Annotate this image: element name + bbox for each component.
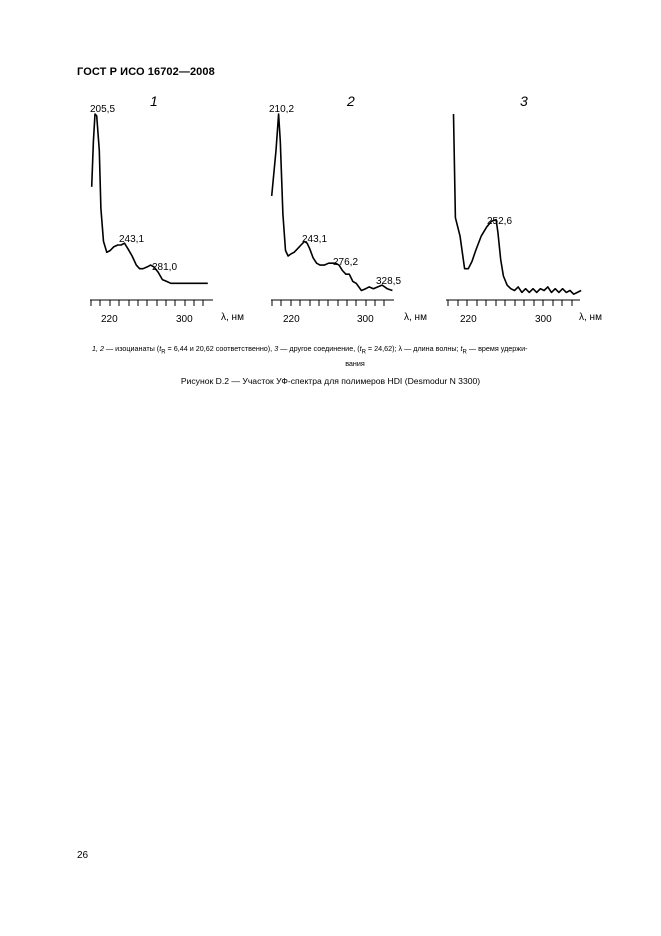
tick-label-300-2: 300 [357, 314, 374, 325]
legend-text-retention: — время удержи- [466, 344, 528, 353]
legend-curve-number-3: 3 [274, 344, 279, 353]
panel-number-2: 2 [347, 93, 355, 109]
tick-label-220-1: 220 [101, 314, 118, 325]
axis-label-2: λ, нм [404, 312, 427, 323]
panel-number-3: 3 [520, 93, 528, 109]
spectrum-panel-1 [90, 93, 244, 325]
legend-tr-subscript: R [161, 349, 166, 356]
figure-caption: Рисунок D.2 — Участок УФ-спектра для полимеров HDI (Desmodur N 3300) [180, 376, 481, 386]
legend-curve-numbers-1-2: 1, 2 [92, 344, 104, 353]
axis-label-1: λ, нм [221, 312, 244, 323]
x-axis-ticks-1 [91, 300, 203, 306]
spectrum-panel-3 [446, 93, 602, 325]
axis-label-3: λ, нм [579, 312, 602, 323]
peak-label-2d: 328,5 [376, 276, 402, 287]
peak-label-2a: 210,2 [269, 104, 295, 115]
tick-label-220-2: 220 [283, 314, 300, 325]
figure-legend [92, 343, 618, 369]
peak-label-2b: 243,1 [302, 234, 328, 245]
legend-tr-subscript-3: R [462, 349, 467, 356]
spectrum-curve-1 [92, 114, 208, 283]
page-number: 26 [77, 850, 89, 861]
panel-number-1: 1 [150, 93, 158, 109]
tick-label-300-3: 300 [535, 314, 552, 325]
legend-tr-symbol-2: t [359, 344, 362, 353]
peak-label-3a: 252,6 [487, 216, 513, 227]
document-header: ГОСТ Р ИСО 16702—2008 [77, 66, 215, 78]
peak-label-1b: 243,1 [119, 234, 145, 245]
peak-label-1c: 281,0 [152, 262, 178, 273]
tick-label-300-1: 300 [176, 314, 193, 325]
legend-text-other: — другое соединение, ( [278, 344, 360, 353]
uv-spectra-figure [0, 0, 661, 340]
tick-label-220-3: 220 [460, 314, 477, 325]
x-axis-ticks-2 [272, 300, 384, 306]
legend-text-continuation: вания [345, 359, 365, 369]
peak-label-2c: 276,2 [333, 257, 359, 268]
legend-text-wavelength: = 24,62); λ — длина волны; [365, 344, 461, 353]
spectrum-curve-3 [454, 114, 582, 294]
peak-label-1a: 205,5 [90, 104, 116, 115]
legend-tr-symbol-3: t [460, 344, 463, 353]
legend-tr-symbol: t [159, 344, 162, 353]
spectrum-panel-2 [269, 93, 427, 325]
legend-tr-subscript-2: R [361, 349, 366, 356]
legend-text-values: = 6,44 и 20,62 соответственно), [165, 344, 275, 353]
x-axis-ticks-3 [448, 300, 572, 306]
legend-text-isocyanates: — изоцианаты ( [104, 344, 160, 353]
